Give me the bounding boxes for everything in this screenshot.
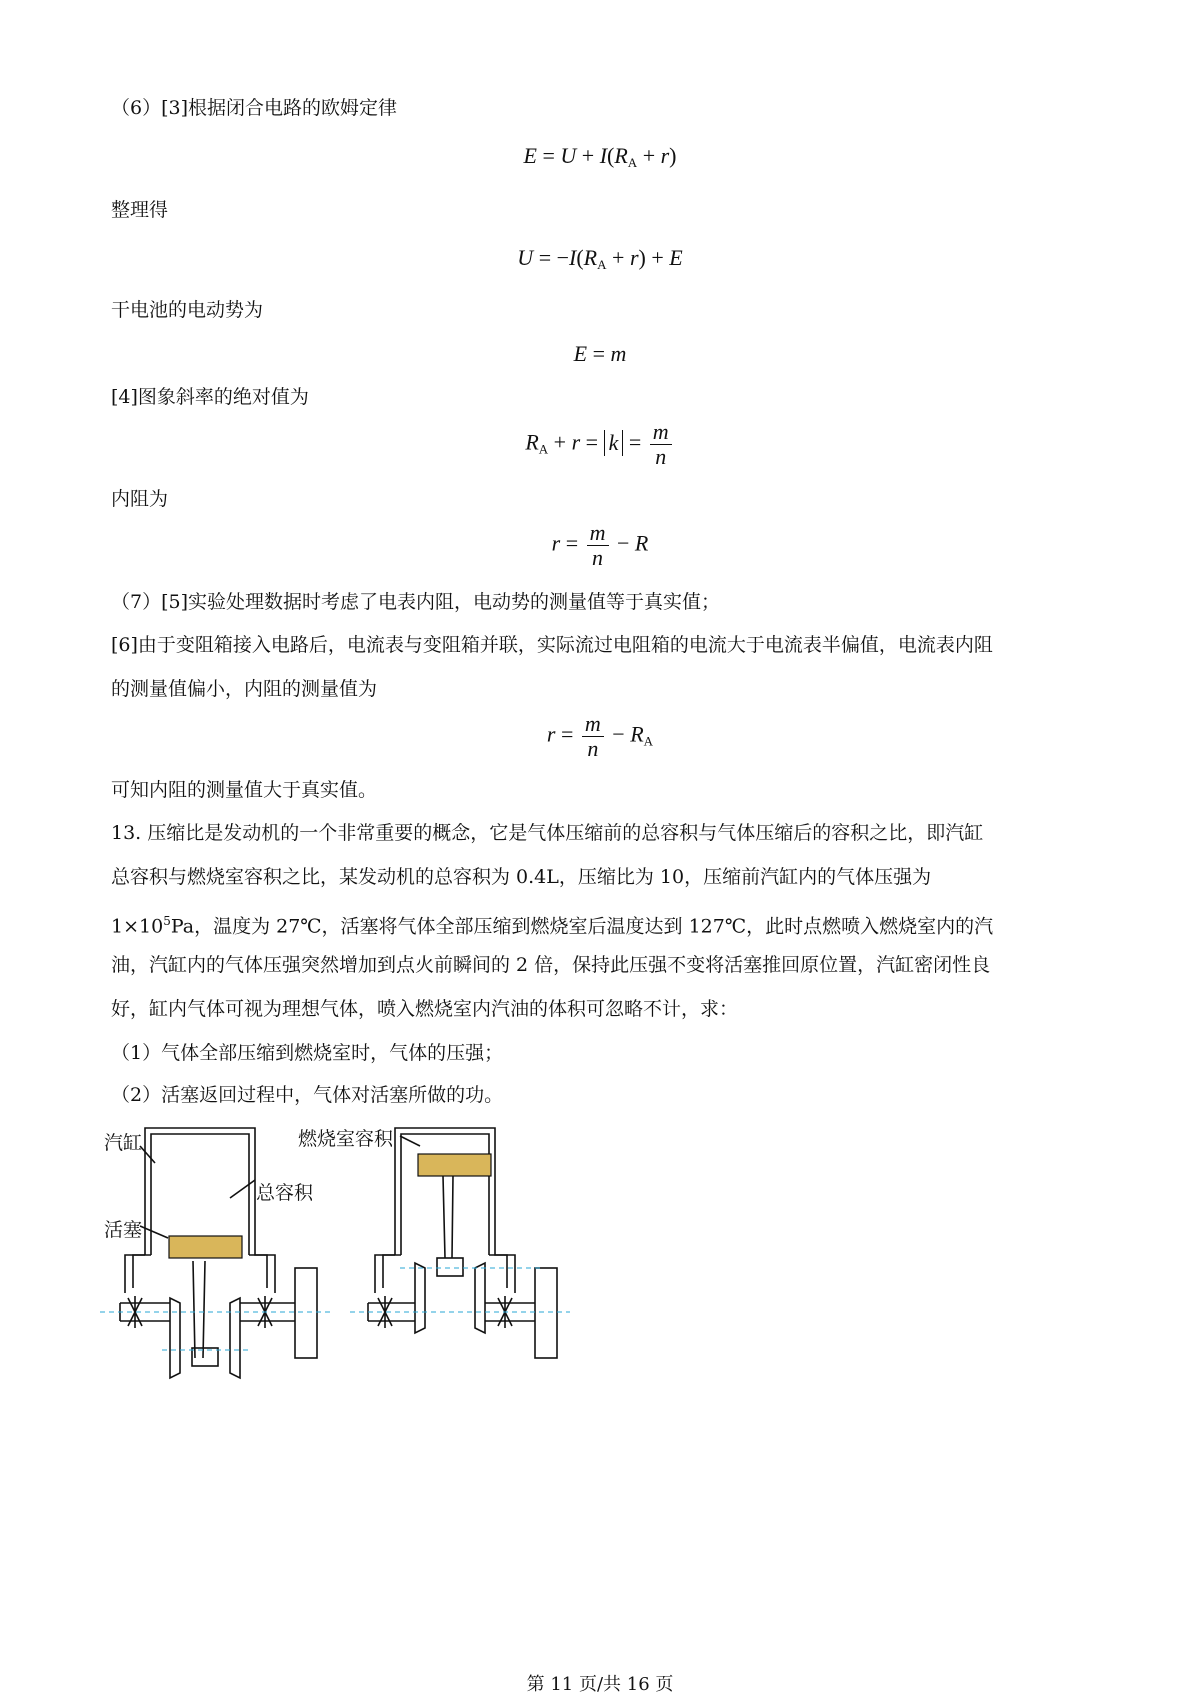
line-2: 整理得 — [111, 199, 169, 221]
question-line-5: 好，缸内气体可视为理想气体，喷入燃烧室内汽油的体积可忽略不计，求： — [111, 998, 739, 1020]
question-pressure-exponent: 5 — [163, 914, 171, 928]
line-1: （6）[3]根据闭合电路的欧姆定律 — [111, 97, 398, 119]
label-cylinder: 汽缸 — [104, 1132, 143, 1154]
question-line-3 — [111, 909, 993, 938]
line-4: [4]图象斜率的绝对值为 — [111, 386, 309, 408]
equation-ohm-law: $E = U + I(R_A + r)$ — [523, 143, 677, 170]
line-9: 可知内阻的测量值大于真实值。 — [111, 779, 378, 801]
piston-left — [169, 1236, 242, 1258]
question-line-4: 油，汽缸内的气体压强突然增加到点火前瞬间的 2 倍，保持此压强不变将活塞推回原位置，汽缸密闭性良 — [111, 954, 991, 976]
equation-internal-resistance: r = $\frac{m}{n}$ − R — [551, 520, 649, 570]
line-5: 内阻为 — [111, 488, 169, 510]
question-pressure-base: 1×10 — [111, 915, 164, 938]
label-combustion-chamber: 燃烧室容积 — [298, 1128, 394, 1150]
equation-slope: $R_A + r = k$ = $\frac{m}{n}$ — [0, 420, 1200, 469]
label-total-volume: 总容积 — [256, 1182, 314, 1204]
equation-rearranged: $U = -I(R_A + r) + E$ — [517, 245, 683, 272]
question-part-1: （1）气体全部压缩到燃烧室时，气体的压强； — [111, 1042, 504, 1064]
page-footer: 第 11 页/共 16 页 — [526, 1674, 674, 1695]
equation-emf: E = m — [573, 341, 627, 366]
line-3: 干电池的电动势为 — [111, 299, 264, 321]
line-7: [6]由于变阻箱接入电路后，电流表与变阻箱并联，实际流过电阻箱的电流大于电流表半偏值，电流表内阻 — [111, 634, 993, 656]
label-piston: 活塞 — [104, 1219, 143, 1241]
question-line-3-rest: Pa，温度为 27℃，活塞将气体全部压缩到燃烧室后温度达到 127℃，此时点燃喷入燃烧室内的汽 — [170, 915, 994, 938]
line-8: 的测量值偏小，内阻的测量值为 — [111, 678, 378, 700]
question-line-2: 总容积与燃烧室容积之比，某发动机的总容积为 0.4L，压缩比为 10，压缩前汽缸内的气体压强为 — [111, 866, 932, 888]
question-line-1: 13. 压缩比是发动机的一个非常重要的概念，它是气体压缩前的总容积与气体压缩后的容积之比，即汽缸 — [111, 822, 984, 844]
line-6: （7）[5]实验处理数据时考虑了电表内阻，电动势的测量值等于真实值； — [111, 591, 721, 613]
engine-cylinder-figure — [100, 1118, 640, 1418]
piston-right — [418, 1154, 491, 1176]
question-part-2: （2）活塞返回过程中，气体对活塞所做的功。 — [111, 1084, 504, 1106]
equation-measured-resistance: r = $\frac{m}{n}$ − $R_A$ — [546, 711, 654, 761]
